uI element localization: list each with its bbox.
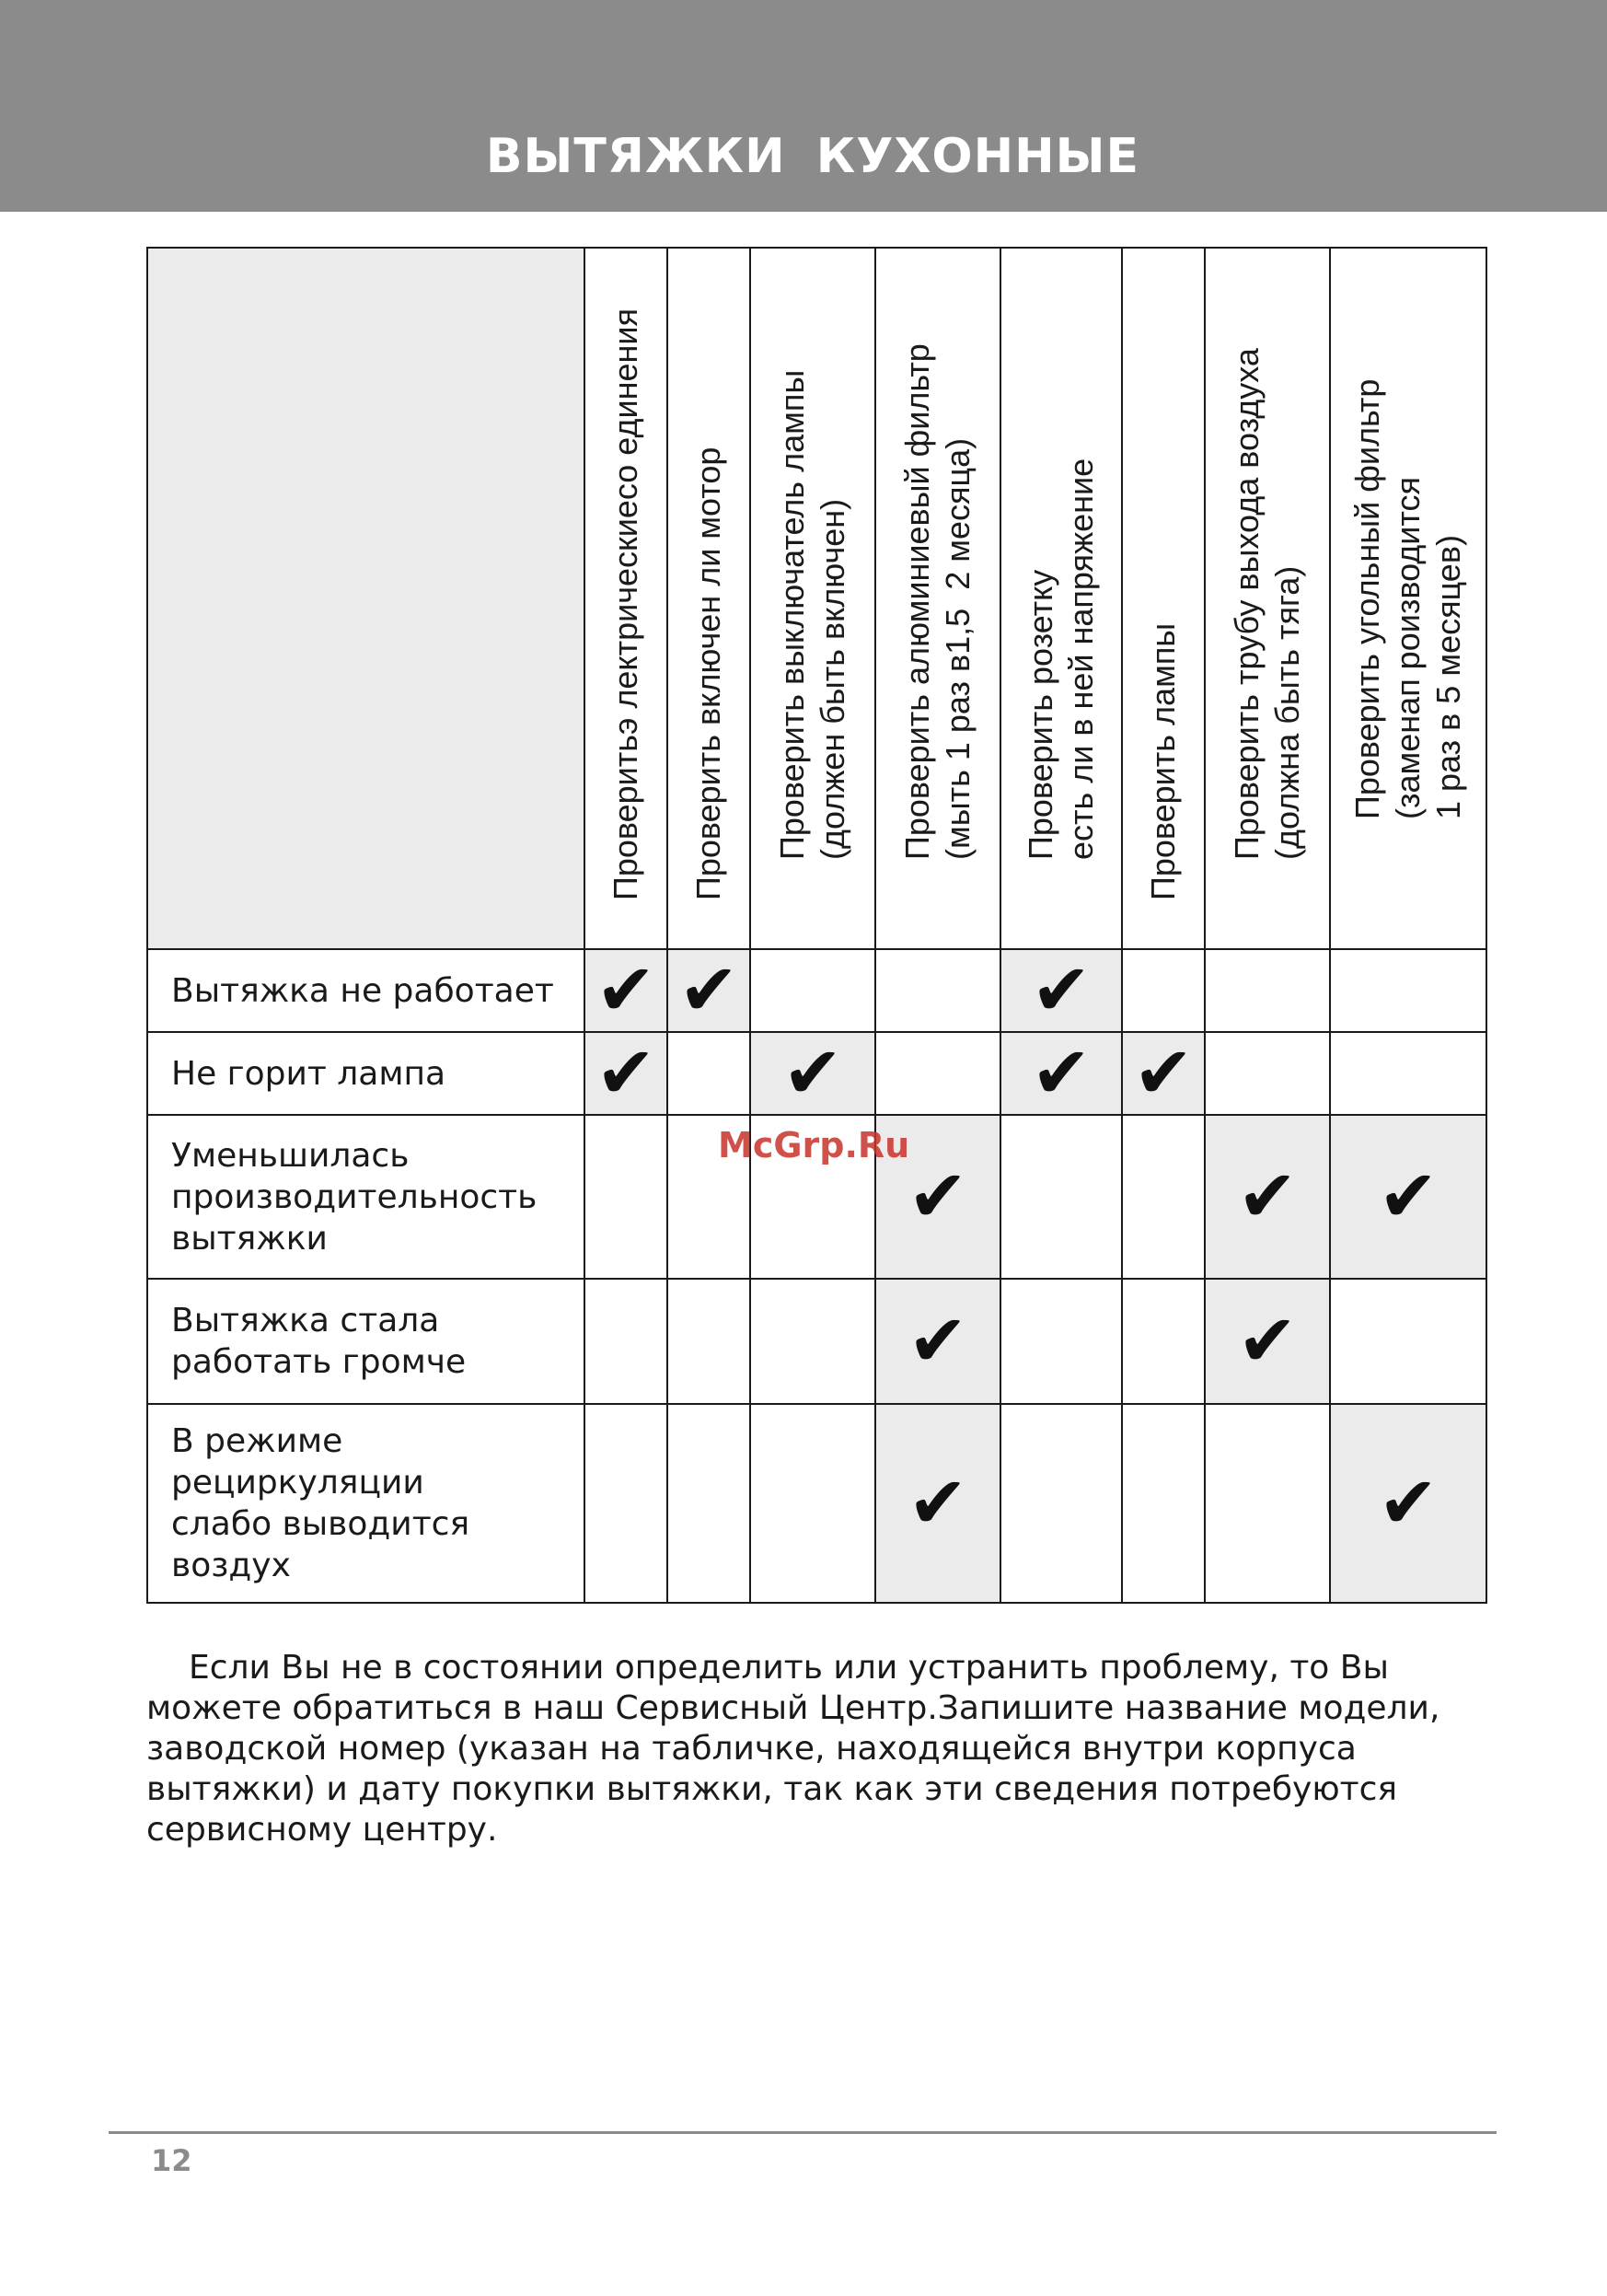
checkmark-icon: ✔ xyxy=(1133,1032,1194,1115)
column-header xyxy=(1122,248,1205,949)
checkmark-icon: ✔ xyxy=(1378,1462,1439,1545)
empty-cell xyxy=(1122,949,1205,1032)
checkmark-icon: ✔ xyxy=(1031,949,1092,1032)
empty-cell xyxy=(1330,1279,1486,1404)
check-cell xyxy=(875,1279,1000,1404)
column-header-label: Проверить угольный фильтр (заменап роизводится 1 раз в 5 месяцев) xyxy=(1348,378,1467,819)
empty-cell xyxy=(1000,1115,1122,1279)
empty-cell xyxy=(1000,1404,1122,1603)
check-cell xyxy=(1000,1032,1122,1115)
check-cell xyxy=(1000,949,1122,1032)
table-row xyxy=(147,1404,1486,1603)
check-cell xyxy=(1205,1115,1330,1279)
checkmark-icon: ✔ xyxy=(908,1462,968,1545)
empty-cell xyxy=(584,1279,667,1404)
check-cell xyxy=(1122,1032,1205,1115)
column-header xyxy=(667,248,750,949)
check-cell xyxy=(667,949,750,1032)
empty-cell xyxy=(667,1279,750,1404)
checkmark-icon: ✔ xyxy=(908,1155,968,1238)
empty-cell xyxy=(1330,949,1486,1032)
service-notice: Если Вы не в состоянии определить или устранить проблему, то Вы можете обратиться в наш Сервисный Центр.Запишите название модели, заводской номер (указан на табличке, находящейся внутри корпуса вытяжки) и дату покупки вытяжки, так как эти сведения потребуются сервисному центру. xyxy=(146,1649,1440,1849)
column-header xyxy=(1330,248,1486,949)
checkmark-icon: ✔ xyxy=(678,949,739,1032)
empty-cell xyxy=(1122,1279,1205,1404)
empty-cell xyxy=(667,1404,750,1603)
checkmark-icon: ✔ xyxy=(595,949,656,1032)
column-header-label: Проверитьэ лектрическиесо единения xyxy=(607,307,644,900)
table-body xyxy=(147,949,1486,1603)
empty-cell xyxy=(1205,1404,1330,1603)
empty-cell xyxy=(584,1404,667,1603)
checkmark-icon: ✔ xyxy=(1237,1300,1298,1383)
column-header-label: Проверить лампы xyxy=(1144,622,1182,900)
column-header-label: Проверить трубу выхода воздуха (должна быть тяга) xyxy=(1228,348,1306,860)
table-row xyxy=(147,1032,1486,1115)
row-label: В режиме рециркуляции слабо выводится воздух xyxy=(147,1404,584,1603)
checkmark-icon: ✔ xyxy=(1378,1155,1439,1238)
empty-cell xyxy=(1330,1032,1486,1115)
check-cell xyxy=(1330,1115,1486,1279)
empty-cell xyxy=(875,1032,1000,1115)
column-header-label: Проверить включен ли мотор xyxy=(689,446,727,900)
empty-cell xyxy=(875,949,1000,1032)
page-title: ВЫТЯЖКИ КУХОННЫЕ xyxy=(485,129,1140,184)
column-header-label: Проверить алюминиевый фильтр (мыть 1 раз в1,5 2 месяца) xyxy=(898,343,977,860)
column-header-label: Проверить розетку есть ли в ней напряжение xyxy=(1022,458,1100,860)
empty-cell xyxy=(1000,1279,1122,1404)
empty-cell xyxy=(750,1404,875,1603)
empty-cell xyxy=(1205,949,1330,1032)
check-cell xyxy=(750,1032,875,1115)
column-header xyxy=(1205,248,1330,949)
column-header xyxy=(750,248,875,949)
empty-cell xyxy=(1122,1115,1205,1279)
empty-cell xyxy=(750,949,875,1032)
check-cell xyxy=(1330,1404,1486,1603)
page-number: 12 xyxy=(151,2143,192,2178)
checkmark-icon: ✔ xyxy=(1237,1155,1298,1238)
row-label: Вытяжка стала работать громче xyxy=(147,1279,584,1404)
empty-cell xyxy=(750,1279,875,1404)
watermark: McGrp.Ru xyxy=(718,1125,910,1165)
table-row xyxy=(147,949,1486,1032)
check-cell xyxy=(875,1404,1000,1603)
checkmark-icon: ✔ xyxy=(1031,1032,1092,1115)
table-header-row xyxy=(147,248,1486,949)
checkmark-icon: ✔ xyxy=(782,1032,843,1115)
empty-cell xyxy=(667,1032,750,1115)
column-header xyxy=(875,248,1000,949)
footer-divider xyxy=(109,2131,1497,2134)
row-label: Уменьшилась производительность вытяжки xyxy=(147,1115,584,1279)
checkmark-icon: ✔ xyxy=(595,1032,656,1115)
check-cell xyxy=(584,1032,667,1115)
row-label: Не горит лампа xyxy=(147,1032,584,1115)
row-label: Вытяжка не работает xyxy=(147,949,584,1032)
column-header xyxy=(1000,248,1122,949)
check-cell xyxy=(584,949,667,1032)
column-header-label: Проверить выключатель лампы (должен быть включен) xyxy=(773,369,851,860)
empty-cell xyxy=(1122,1404,1205,1603)
table-corner-cell xyxy=(147,248,584,949)
checkmark-icon: ✔ xyxy=(908,1300,968,1383)
empty-cell xyxy=(584,1115,667,1279)
empty-cell xyxy=(1205,1032,1330,1115)
table-row xyxy=(147,1279,1486,1404)
troubleshooting-table xyxy=(146,247,1487,1604)
column-header xyxy=(584,248,667,949)
check-cell xyxy=(1205,1279,1330,1404)
